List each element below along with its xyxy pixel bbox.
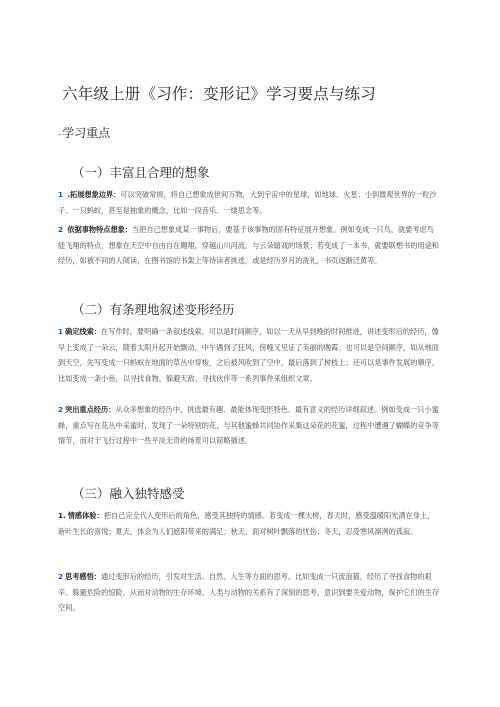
item-number: 1	[58, 327, 64, 336]
section-heading	[58, 124, 110, 141]
list-item	[58, 508, 440, 539]
item-number: 1	[58, 190, 64, 199]
item-number: 2	[58, 572, 64, 581]
section-dash: -	[58, 130, 62, 140]
subheading-feelings: （三）融入独特感受	[72, 486, 185, 501]
list-item	[58, 187, 440, 218]
item-number: 2	[58, 405, 64, 414]
list-item	[58, 569, 440, 616]
item-text: 通过变形后的经历，引发对生活、自然、人生等方面的思考。比如变成一只流浪猫，经历了寻找食物的艰辛、躲避危险的惊险，从而对动物的生存环境、人类与动物的关系有了深刻的思考，意识到要关爱动物，保护它们的生存空间。	[58, 572, 439, 613]
item-number: 2	[58, 225, 64, 234]
item-label: 情感体验：	[67, 511, 104, 520]
item-text: 当把自己想象成某一事物后，要基于该事物的固有特征展开想象。例如变成一只鸟，就要考虑鸟能飞翔的特点，想象在天空中自由自在翱翔，穿越山川河流，与云朵嬉戏的场景；若变成了一本书，就要联想书的用途和经历，如被不同的人阅读，在图书馆的书架上等待读者挑选，或是经历岁月的洗礼，书页逐渐泛黄等。	[58, 225, 439, 266]
item-label: 确定线索：	[65, 327, 101, 336]
list-item	[58, 222, 440, 269]
item-text: 从众多想象的经历中，挑选最有趣、最能体现变形特色、最有意义的经历详细叙述。例如变成一只小蜜蜂，重点写在花丛中采蜜时，发现了一朵特别的花，与其他蜜蜂共同协作采集这朵花的花蜜，过程中遭遇了蝴蝶的竞争等情节，而对于飞行过程中一些平淡无奇的场景可以简略描述。	[58, 405, 439, 446]
item-text: 把自己完全代入变形后的角色，感受其独特的情感。若变成一棵大树，春天时，感受温暖阳光洒在身上，新叶生长的喜悦；夏天，体会为人们遮阳带来的满足；秋天，面对树叶飘落的忧伤；冬天，忍受寒风凛冽的孤寂。	[58, 511, 435, 536]
subheading-imagination: （一）丰富且合理的想象	[72, 165, 210, 180]
section-label: 学习重点	[62, 126, 111, 140]
item-label: 思考感悟：	[65, 572, 101, 581]
list-item	[58, 324, 440, 386]
item-text: 可以突破常规，将自己想象成世间万物，大到宇宙中的星球，如地球、火星；小到微观世界的一粒沙子、一只蚂蚁，甚至是抽象的概念，比如一段音乐、一缕思念等。	[58, 190, 437, 215]
item-label: .拓展想象边界：	[67, 190, 121, 199]
subheading-narration: （二）有条理地叙述变形经历	[72, 302, 235, 317]
item-label: 依据事物特点想象：	[67, 225, 133, 234]
item-text: 在写作时，要明确一条叙述线索，可以是时间顺序，如以一天从早到晚的时间推进，讲述变形后的经历，像早上变成了一朵云，随着太阳升起开始飘动，中午遇到了狂风，傍晚又见证了美丽的晚霞；也可以是空间顺序，如从地面到天空，先写变成一只蚂蚁在地面的草丛中穿梭，之后被风吹到了空中，最后落到了树枝上；还可以是事件发展的顺序，比如变成一条小鱼，以寻找食物、躲避天敌、寻找伙伴等一系列事件来组织文章。	[58, 327, 439, 383]
item-number: 1.	[58, 511, 66, 520]
page-title: 六年级上册《习作：变形记》学习要点与练习	[62, 85, 377, 103]
list-item	[58, 402, 440, 449]
item-label: 突出重点经历：	[65, 405, 116, 414]
